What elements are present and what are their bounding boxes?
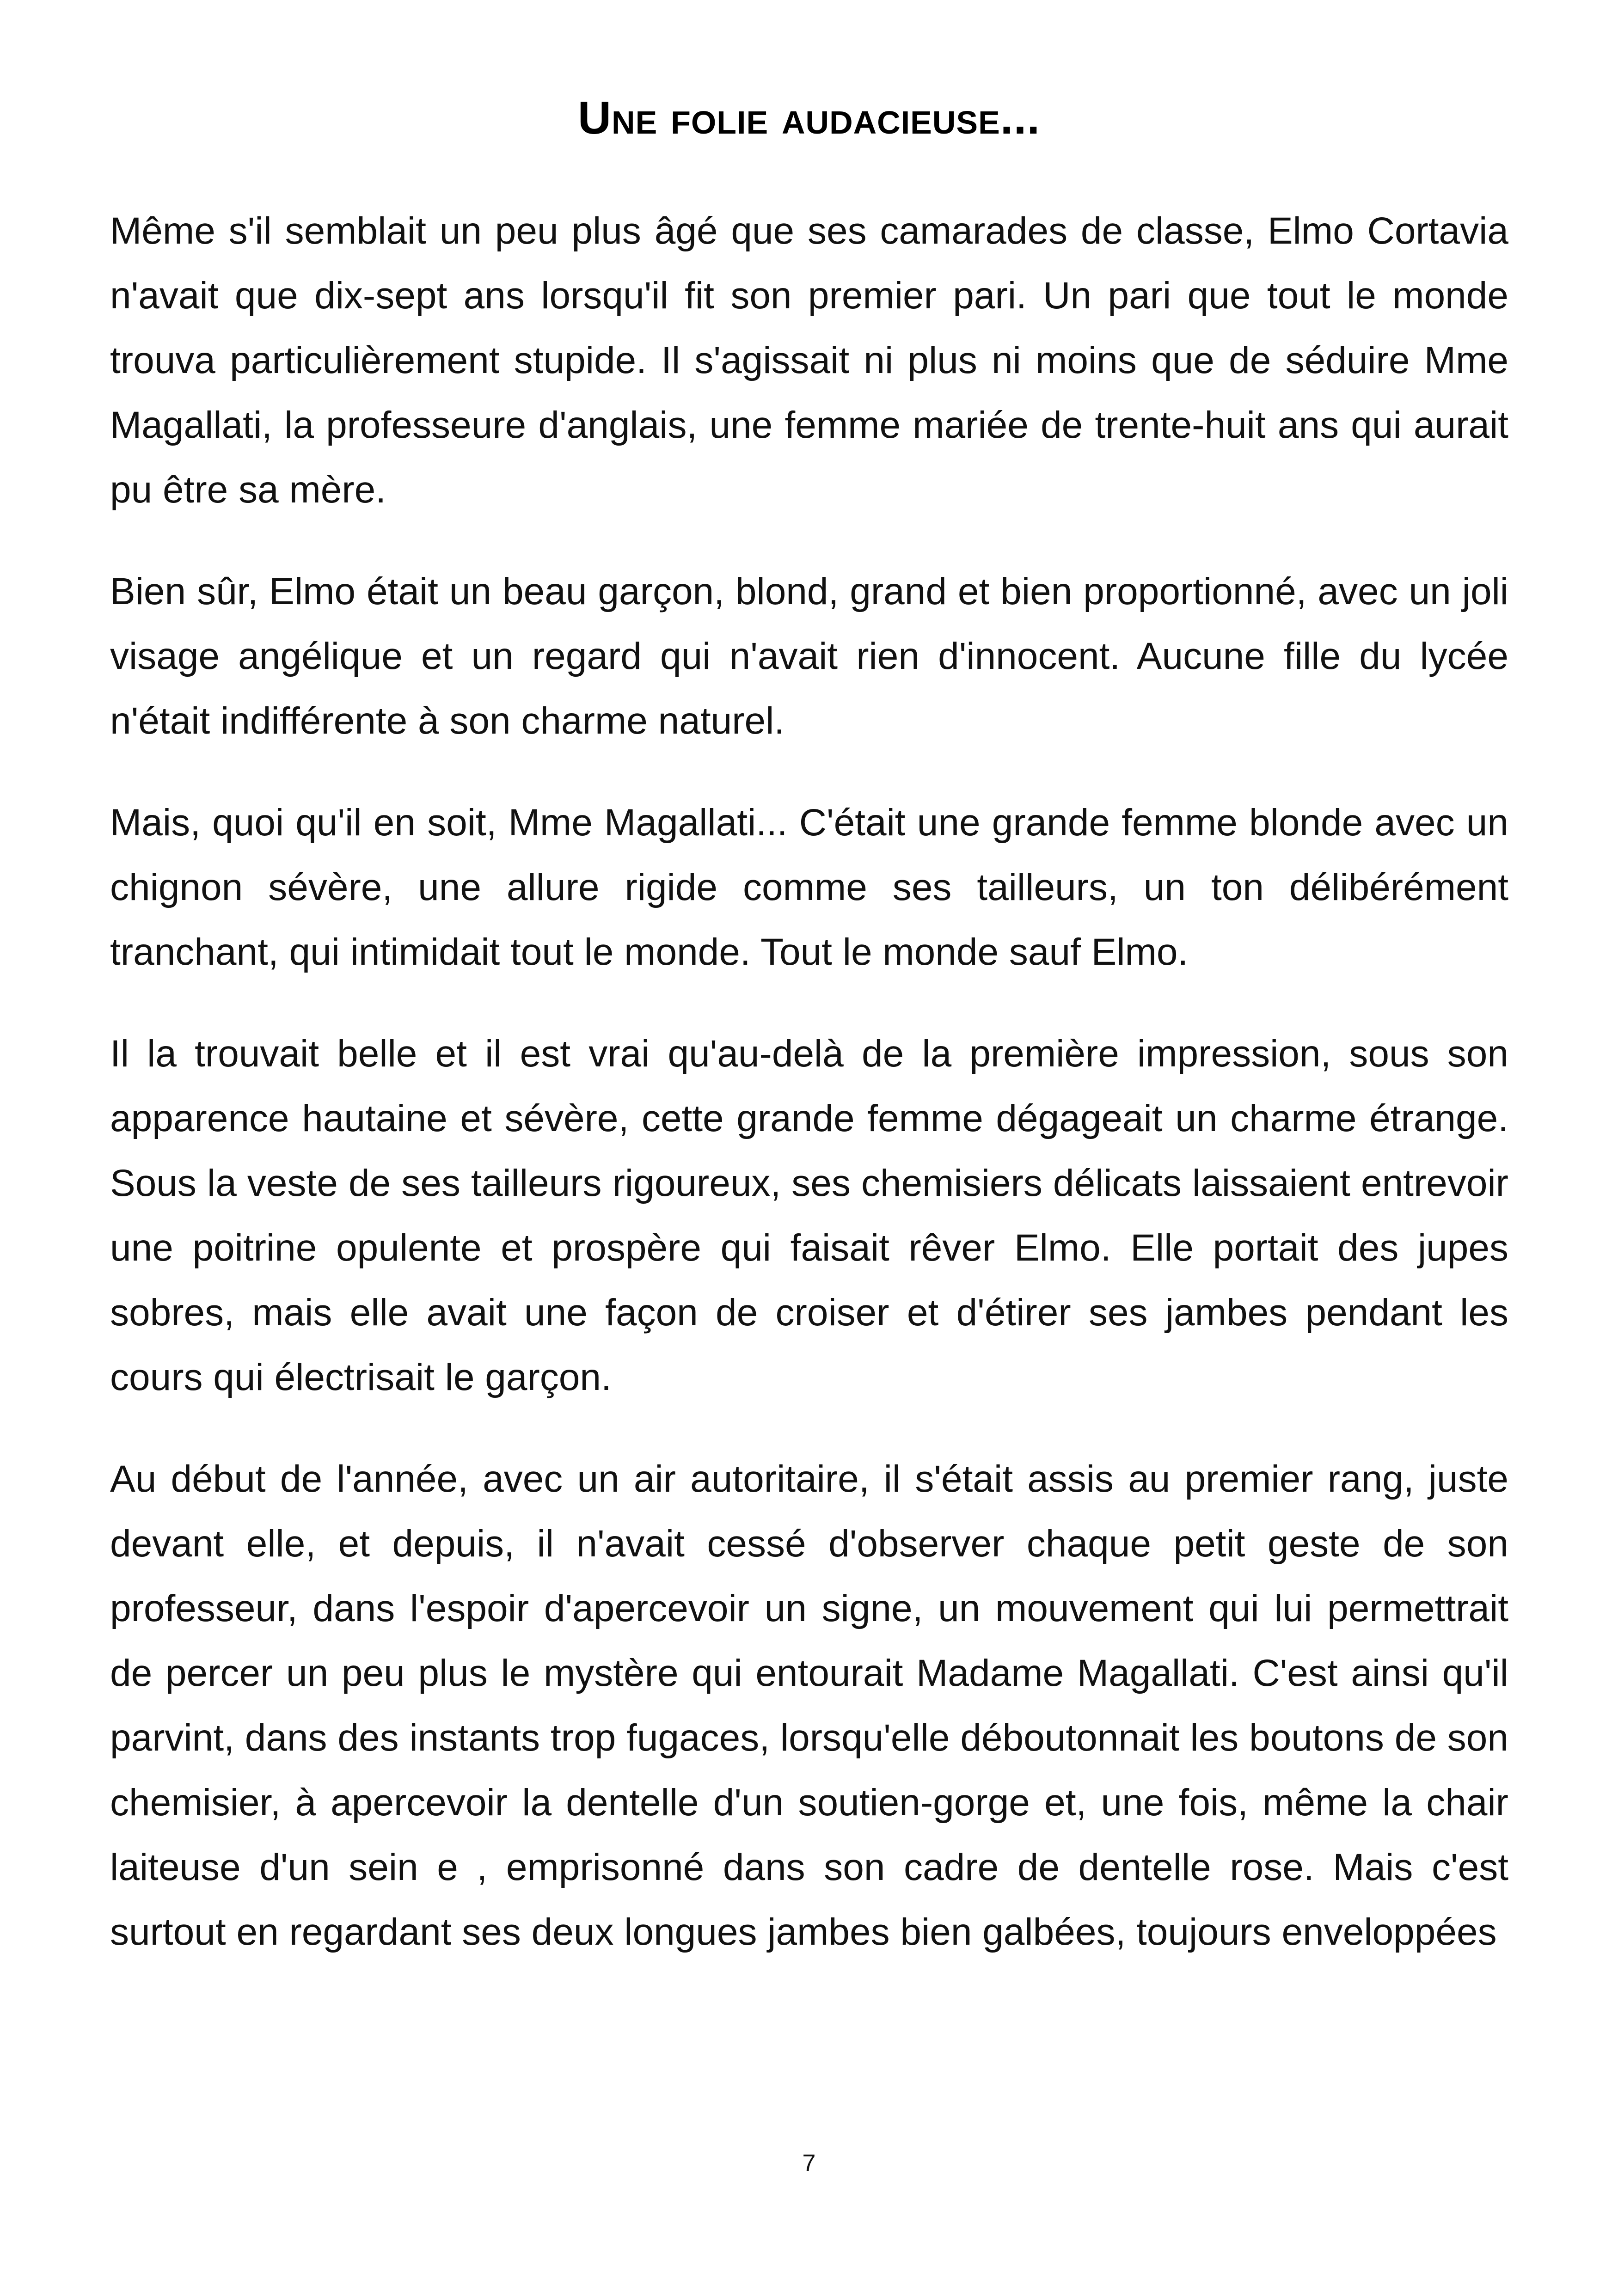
paragraph-3: Mais, quoi qu'il en soit, Mme Magallati... C'était une grande femme blonde avec un chignon sévère, une allure rigide comme ses tailleurs, un ton délibérément tranchant, qui intimidait tout le monde. Tout le monde sauf Elmo. [110,802,1508,973]
paragraph-4: Il la trouvait belle et il est vrai qu'au-delà de la première impression, sous son apparence hautaine et sévère, cette grande femme dégageait un charme étrange. Sous la veste de ses tailleurs rigoureux, ses chemisiers délicats laissaient entrevoir une poitrine opulente et prospère qui faisait rêver Elmo. Elle portait des jupes sobres, mais elle avait une façon de croiser et d'étirer ses jambes pendant les cours qui électrisait le garçon. [110,1033,1508,1398]
paragraph-5: Au début de l'année, avec un air autoritaire, il s'était assis au premier rang, juste devant elle, et depuis, il n'avait cessé d'observer chaque petit geste de son professeur, dans l'espoir d'apercevoir un signe, un mouvement qui lui permettrait de percer un peu plus le mystère qui entourait Madame Magallati. C'est ainsi qu'il parvint, dans des instants trop fugaces, lorsqu'elle déboutonnait les boutons de son chemisier, à apercevoir la dentelle d'un soutien-gorge et, une fois, même la chair laiteuse d'un sein e , emprisonné dans son cadre de dentelle rose. Mais c'est surtout en regardant ses deux longues jambes bien galbées, toujours enveloppées [110,1458,1508,1953]
chapter-title: Une folie audacieuse... [577,92,1041,144]
paragraph-1: Même s'il semblait un peu plus âgé que ses camarades de classe, Elmo Cortavia n'avait que dix-sept ans lorsqu'il fit son premier pari. Un pari que tout le monde trouva particulièrement stupide. Il s'agissait ni plus ni moins que de séduire Mme Magallati, la professeure d'anglais, une femme mariée de trente-huit ans qui aurait pu être sa mère. [110,210,1508,511]
page-number: 7 [802,2150,816,2177]
paragraph-2: Bien sûr, Elmo était un beau garçon, blond, grand et bien proportionné, avec un joli visage angélique et un regard qui n'avait rien d'innocent. Aucune fille du lycée n'était indifférente à son charme naturel. [110,570,1508,742]
body-text [110,199,1508,2002]
